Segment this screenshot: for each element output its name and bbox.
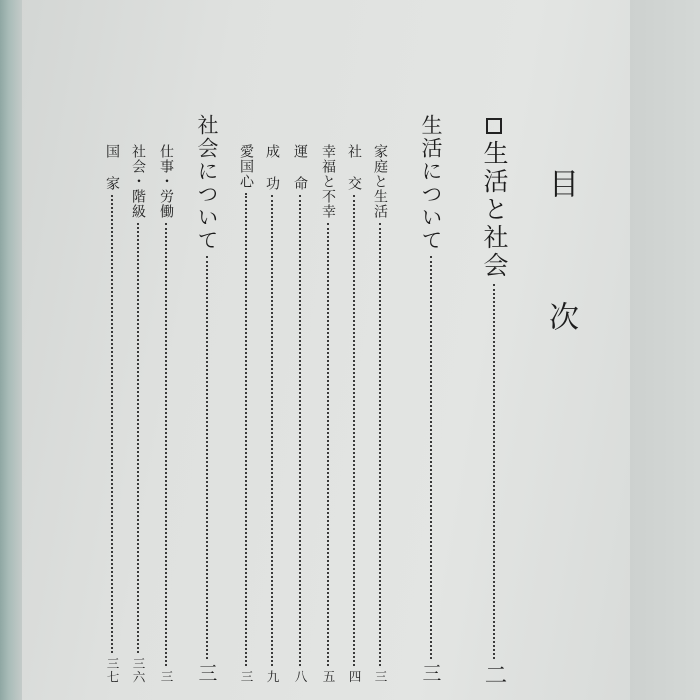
toc-page-number: 四 [346, 670, 362, 684]
toc-item [102, 144, 122, 684]
dot-leader [327, 223, 329, 666]
toc-page-number: 二 [481, 662, 507, 688]
toc-page-number: 三 [195, 663, 218, 684]
toc-subsection-label: 生活について [419, 114, 443, 252]
dot-leader [165, 223, 167, 666]
dot-leader [493, 284, 495, 659]
dot-leader [206, 256, 208, 659]
next-page-edge [630, 0, 700, 700]
toc-subsection [416, 114, 446, 684]
toc-page-number: 九 [264, 670, 280, 684]
dot-leader [111, 195, 113, 653]
toc-subsection-label: 社会について [195, 114, 219, 252]
dot-leader [245, 193, 247, 666]
book-binding-edge [0, 0, 22, 700]
toc-item [290, 144, 310, 684]
toc-item [344, 144, 364, 684]
toc-item-label: 運 命 [292, 144, 308, 191]
toc-page-number: 三 [238, 670, 254, 684]
toc-item-label: 社 交 [346, 144, 362, 191]
toc-item-label: 愛国心 [238, 144, 254, 189]
dot-leader [271, 195, 273, 666]
toc-item [262, 144, 282, 684]
toc-heading: 目 次 [543, 168, 578, 365]
dot-leader [379, 223, 381, 666]
toc-section [476, 118, 512, 688]
toc-item-label: 成 功 [264, 144, 280, 191]
section-box-icon [486, 118, 502, 134]
toc-page-number: 三 [158, 670, 174, 684]
toc-item [236, 144, 256, 684]
toc-item [318, 144, 338, 684]
toc-item [370, 144, 390, 684]
toc-section-label [476, 118, 512, 280]
dot-leader [137, 223, 139, 653]
dot-leader [430, 256, 432, 659]
toc-section-title: 生活と社会 [480, 140, 509, 280]
dot-leader [299, 195, 301, 666]
toc-item-label: 社会・階級 [130, 144, 146, 219]
toc-page-number: 三六 [130, 656, 146, 684]
toc-item [156, 144, 176, 684]
toc-page-number: 三 [419, 663, 442, 684]
toc-item-label: 幸福と不幸 [320, 144, 336, 219]
toc-item [128, 144, 148, 684]
toc-subsection [192, 114, 222, 684]
toc-page-number: 三七 [104, 656, 120, 684]
toc-item-label: 国 家 [104, 144, 120, 191]
toc-page-number: 三 [372, 670, 388, 684]
toc-page-number: 五 [320, 670, 336, 684]
toc-page-number: 八 [292, 670, 308, 684]
dot-leader [353, 195, 355, 666]
toc-item-label: 家庭と生活 [372, 144, 388, 219]
toc-item-label: 仕事・労働 [158, 144, 174, 219]
